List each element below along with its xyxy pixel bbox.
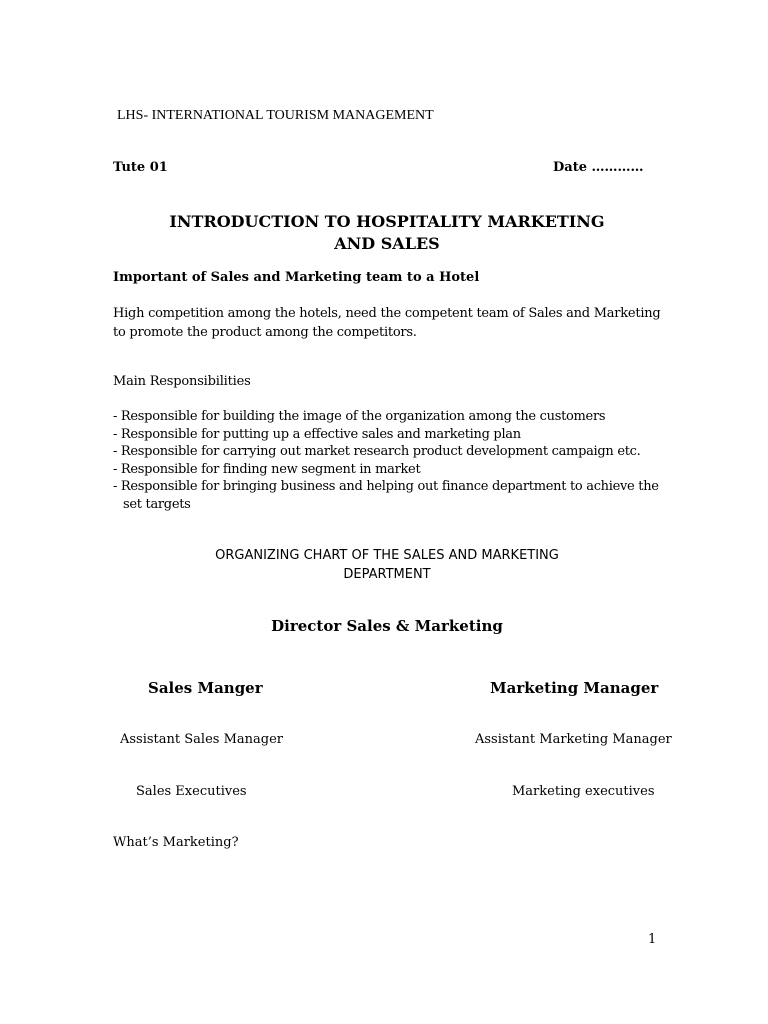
org-assistant-sales-manager: Assistant Sales Manager xyxy=(120,732,283,747)
list-item: - Responsible for building the image of the organization among the customers xyxy=(113,409,606,424)
document-title: INTRODUCTION TO HOSPITALITY MARKETING AND SALES xyxy=(169,212,605,253)
list-item: - Responsible for putting up a effective sales and marketing plan xyxy=(113,426,521,442)
date-field: Date ………… xyxy=(553,160,644,175)
intro-paragraph: High competition among the hotels, need the competent team of Sales and Marketing to promote the product among the competitors. xyxy=(113,306,661,340)
org-director: Director Sales & Marketing xyxy=(271,617,503,635)
org-chart-heading: ORGANIZING CHART OF THE SALES AND MARKETING DEPARTMENT xyxy=(215,548,559,582)
section-subheading: Important of Sales and Marketing team to a Hotel xyxy=(113,270,480,285)
org-sales-executives: Sales Executives xyxy=(136,784,247,799)
org-marketing-executives: Marketing executives xyxy=(512,784,655,799)
list-item: - Responsible for carrying out market research product development campaign etc. xyxy=(113,444,641,459)
tute-number: Tute 01 xyxy=(113,160,168,175)
responsibilities-list xyxy=(113,408,673,513)
list-item: - Responsible for finding new segment in market xyxy=(113,461,421,477)
list-item: - Responsible for bringing business and helping out finance department to achieve the set targets xyxy=(113,479,659,512)
org-assistant-marketing-manager: Assistant Marketing Manager xyxy=(475,732,672,747)
org-sales-manager: Sales Manger xyxy=(148,679,263,697)
responsibilities-heading: Main Responsibilities xyxy=(113,374,251,389)
page-number: 1 xyxy=(648,932,657,947)
question-text: What’s Marketing? xyxy=(113,835,239,850)
school-header: LHS- INTERNATIONAL TOURISM MANAGEMENT xyxy=(117,108,434,123)
org-marketing-manager: Marketing Manager xyxy=(490,679,659,697)
